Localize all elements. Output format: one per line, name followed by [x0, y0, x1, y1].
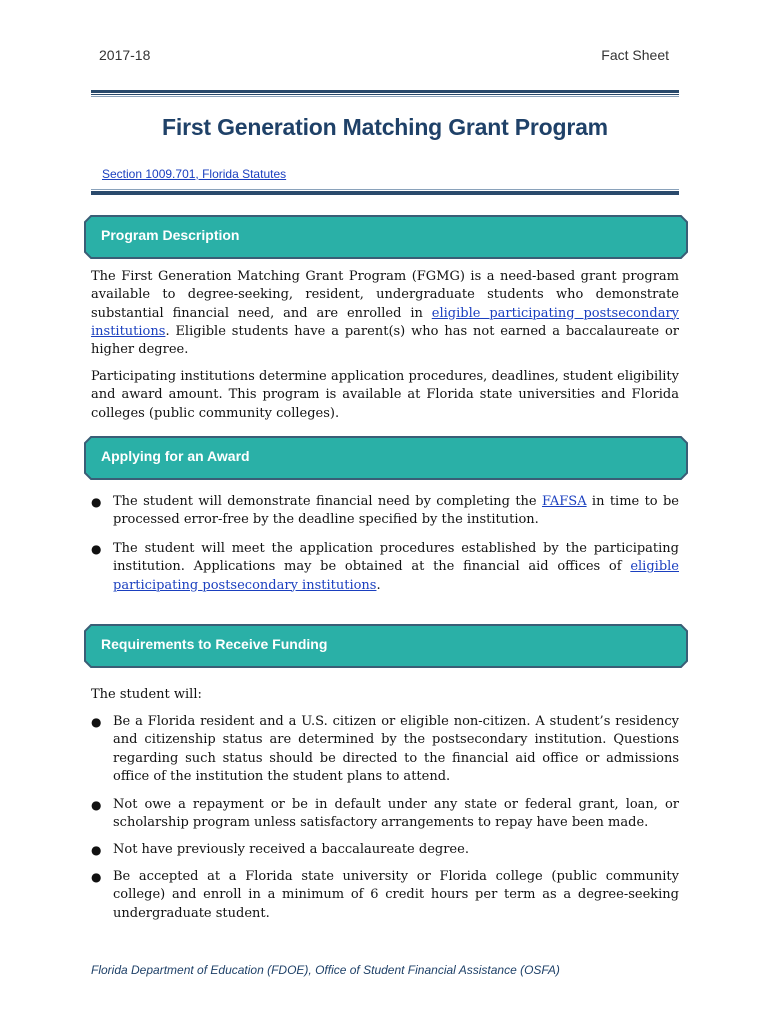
eligible-institutions-link[interactable]: eligible participating postsecondary institutions [113, 559, 679, 593]
header-doc-type: Fact Sheet [601, 47, 669, 63]
bullet-icon: ● [91, 870, 102, 884]
top-divider [91, 90, 679, 97]
list-item: ● Be accepted at a Florida state university or Florida college (public community college) and enroll in a minimum of 6 credit hours per term as a degree-seeking undergraduate student. [91, 869, 679, 921]
section-header-requirements [84, 624, 688, 668]
list-item: ● Be a Florida resident and a U.S. citizen or eligible non-citizen. A student’s residency and citizenship status are determined by the postsecondary institution. Questions regarding such status should be directed to the financial aid office or admissions office of the institution the student plans to attend. [91, 714, 679, 784]
description-paragraph-1: The First Generation Matching Grant Program (FGMG) is a need-based grant program available to degree-seeking, resident, undergraduate students who demonstrate substantial financial need, and are enrolled in eligible participating postsecondary institutions. Eligible students have a parent(s) who has not earned a baccalaureate or higher degree. [91, 269, 679, 358]
bullet-icon: ● [91, 798, 102, 812]
section-header-description [84, 215, 688, 259]
title-divider [91, 188, 679, 195]
section-heading: Program Description [101, 227, 240, 243]
header-year: 2017-18 [99, 47, 151, 63]
fafsa-link[interactable]: FAFSA [541, 494, 587, 509]
section-heading: Requirements to Receive Funding [101, 636, 328, 652]
statute-link[interactable]: Section 1009.701, Florida Statutes [102, 167, 287, 181]
description-paragraph-2: Participating institutions determine application procedures, deadlines, student eligibility and award amount. This program is available at Florida state universities and Florida colleges (public community colleges). [91, 369, 679, 421]
bullet-icon: ● [91, 495, 102, 509]
bullet-icon: ● [91, 542, 102, 556]
section-heading: Applying for an Award [101, 448, 250, 464]
list-item: ● Not have previously received a baccalaureate degree. [113, 841, 679, 859]
footer-text: Florida Department of Education (FDOE), Office of Student Financial Assistance (OSFA) [91, 963, 560, 977]
eligible-institutions-link[interactable]: eligible participating postsecondary institutions [91, 305, 679, 339]
list-item: ● The student will demonstrate financial need by completing the FAFSA in time to be processed error-free by the deadline specified by the institution. [91, 494, 680, 528]
list-item: ● Not owe a repayment or be in default under any state or federal grant, loan, or scholarship program unless satisfactory arrangements to repay have been made. [91, 797, 679, 831]
requirements-intro: The student will: [91, 687, 202, 702]
section-header-applying [84, 436, 688, 480]
bullet-icon: ● [91, 843, 102, 857]
list-item: ● The student will meet the application procedures established by the participating institution. Applications may be obtained at the financial aid offices of eligible participating postsecondary institutions. [91, 541, 679, 593]
page-title: First Generation Matching Grant Program [162, 114, 608, 140]
bullet-icon: ● [91, 715, 102, 729]
